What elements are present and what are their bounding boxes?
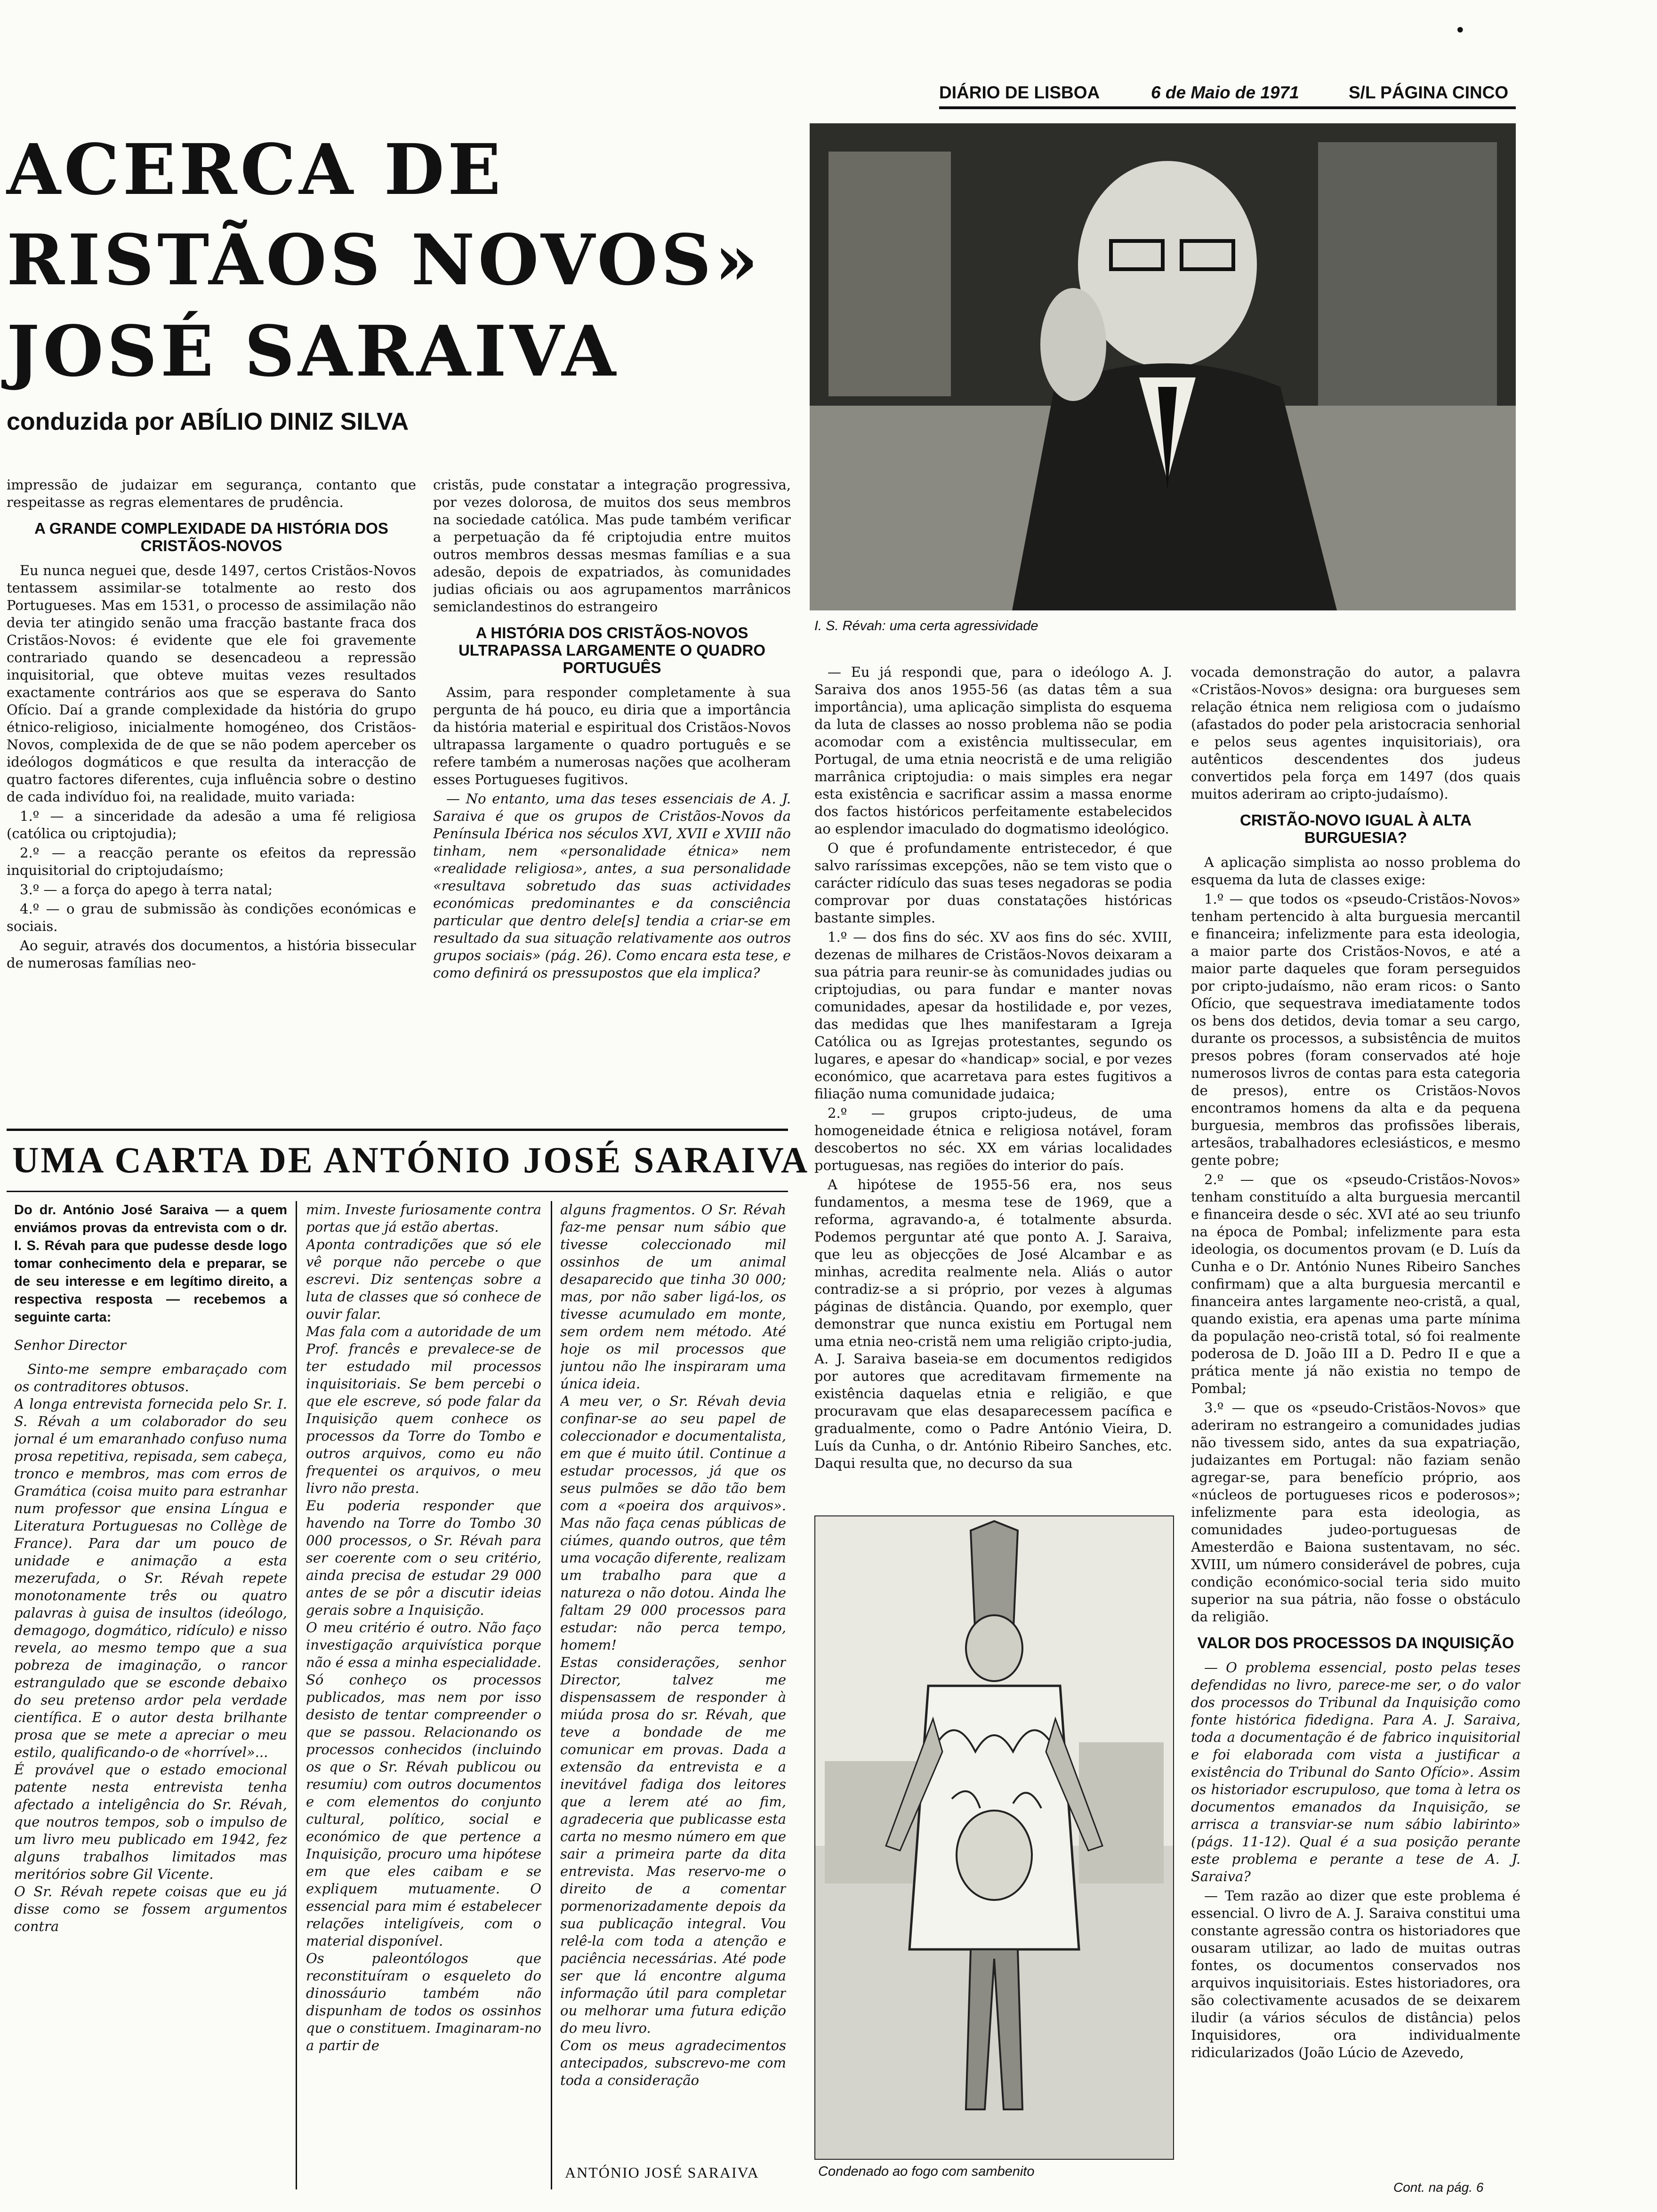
- col1-list-3: 3.º — a força do apego à terra natal;: [20, 882, 273, 898]
- subhead-inquisicao: VALOR DOS PROCESSOS DA INQUISIÇÃO: [1197, 1634, 1514, 1651]
- headline-line-2: RISTÃOS NOVOS»: [7, 219, 762, 301]
- carta-top-rule: [7, 1129, 788, 1131]
- col3-p3: 1.º — dos fins do séc. XV aos fins do séc. XVIII, dezenas de milhares de Cristãos-Novos deixaram a sua pátria para reunir-se às comunidades judias ou criptojudias, ou para fundar e manter novas comunidades, apesar da hostilidade e, por vezes, das medidas que lhes manifestaram a Igreja Católica ou as Igrejas protestantes, segundo os lugares, e apesar do «handicap» social, e por vezes económico, que acarretava para estes fugitivos a filiação numa comunidade judaica;: [814, 929, 1172, 1102]
- col1-paragraph: Eu nunca neguei que, desde 1497, certos Cristãos-Novos tentassem assimilar-se totalmente ao resto dos Portugueses. Mas em 1531, o processo de assimilação não devia ter atingido senão uma fracção bastante fraca dos Cristãos-Novos: é evidente que ele foi gravemente contrariado quando se desencadeou a repressão inquisitorial, que obteve muitas vezes resultados exactamente contrários aos que se esperava do Santo Ofício. Daí a grande complexidade da história do grupo étnico-religioso, inicialmente homogéneo, dos Cristãos-Novos, complexida de de que se não podem aperceber os ideólogos dogmáticos e que resulta da interacção de quatro factores diferentes, cuja influência sobre o destino de cada indivíduo foi, na realidade, muito variada:: [7, 562, 416, 805]
- headline-line-3: JOSÉ SARAIVA: [7, 310, 619, 392]
- byline: conduzida por ABÍLIO DINIZ SILVA: [7, 408, 409, 435]
- subhead-cristao-novo: CRISTÃO-NOVO IGUAL À ALTA BURGUESIA?: [1240, 811, 1472, 846]
- carta-column-3: [560, 1201, 786, 2156]
- col4-p5: 3.º — que os «pseudo-Cristãos-Novos» que aderiram no estrangeiro a comunidades judias não tivessem sido, antes da sua expatriação, judaizantes em Portugal: não faziam senão agregar-se, para benefício próprio, aos «núcleos de portugueses ricos e poderosos»; infelizmente para esta ideologia, as comunidades judeo-portuguesas de Amesterdão e Baiona sustentavam, no séc. XVIII, um número considerável de pobres, cuja condição económico-social teria sido muito superior na sua pátria, não fosse o obstáculo da religião.: [1191, 1400, 1520, 1625]
- col1-list-2: 2.º — a reacção perante os efeitos da repressão inquisitorial do criptojudaísmo;: [7, 845, 416, 878]
- col1-list-1: 1.º — a sinceridade da adesão a uma fé religiosa (católica ou criptojudia);: [7, 808, 416, 842]
- issue-date: 6 de Maio de 1971: [1151, 83, 1299, 102]
- col3-p5: A hipótese de 1955-56 era, nos seus fundamentos, a mesma tese de 1969, que a reforma, agravando-a, é totalmente absurda. Podemos perguntar até que ponto A. J. Saraiva, que leu as objecções de José Alcambar e as minhas, acredita realmente nela. Aliás o autor contradiz-se a si próprio, por vezes à algumas páginas de distância. Quando, por exemplo, quer demonstrar que nunca existiu em Portugal nem uma etnia neo-cristã nem uma religião cripto-judia, A. J. Saraiva baseia-se em documentos redigidos por autores que acreditavam firmemente na existência daquelas etnia e religião, e que procuravam que elas desaparecessem pacífica e gradualmente, como o Padre António Vieira, D. Luís da Cunha, o dr. António Ribeiro Sanches, etc. Daqui resulta que, no decurso da sua: [814, 1177, 1172, 1471]
- col4-p6: — Tem razão ao dizer que este problema é essencial. O livro de A. J. Saraiva constitui uma constante agressão contra os historiadores que ousaram utilizar, ao lado de muitas outras fontes, os documentos conservados nos arquivos inquisitoriais. Estes historiadores, ora são colectivamente acusados de se deixarem iludir (a vários séculos de distância) pelos Inquisidores, ora individualmente ridicularizados (João Lúcio de Azevedo,: [1191, 1888, 1520, 2060]
- col4-p3: 1.º — que todos os «pseudo-Cristãos-Novos» tenham pertencido à alta burguesia mercantil e financeira; infelizmente para esta ideologia, a maior parte dos Cristãos-Novos, e até a maior parte daqueles que foram perseguidos por cripto-judaísmo, não eram ricos: o Santo Ofício, que sequestrava imediatamente todos os bens dos detidos, devia tomar a seu cargo, durante os processos, a subsistência de muitos presos pobres (foram conservados até hoje numerosos livros de contas para esta categoria de presos), entre os Cristãos-Novos encontramos homens da alta e da pequena burguesia, membros das profissões liberais, artesãos, trabalhadores eclesiásticos, e mesmo gente pobre;: [1191, 891, 1520, 1168]
- corner-mark: •: [1455, 20, 1466, 41]
- col2-question: — No entanto, uma das teses essenciais de A. J. Saraiva é que os grupos de Cristãos-Novos da Península Ibérica nos séculos XVI, XVII e XVIII não tinham, nem «personalidade étnica» nem «realidade religiosa», antes, a sua personalidade «resultava sobretudo das suas actividades económicas predominantes e da consciência particular que dentro dele[s] tendia a criar-se em resultado da sua situação relativamente aos outros grupos sociais» (pág. 26). Como encara esta tese, e como definirá os pressupostos que ela implica?: [433, 791, 791, 981]
- photo-caption: I. S. Révah: uma certa agressividade: [814, 618, 1038, 633]
- page-section: S/L PÁGINA CINCO: [1349, 83, 1509, 102]
- col1-end: Ao seguir, através dos documentos, a história bissecular de numerosas famílias neo-: [7, 938, 416, 971]
- carta-title: UMA CARTA DE ANTÓNIO JOSÉ SARAIVA: [12, 1139, 810, 1180]
- col4-p2: A aplicação simplista ao nosso problema do esquema da luta de classes exige:: [1191, 854, 1520, 888]
- carta-divider-2: [551, 1201, 552, 2189]
- subhead-historia: A HISTÓRIA DOS CRISTÃOS-NOVOS ULTRAPASSA LARGAMENTE O QUADRO PORTUGUÊS: [458, 624, 766, 676]
- carta-body-1: Sinto-me sempre embaraçado com os contraditores obtusos. A longa entrevista fornecida pelo Sr. I. S. Révah a um colaborador do seu jornal é um emaranhado confuso numa prosa repetitiva, repisada, sem cabeça, tronco e membros, mas com erros de Gramática (coisa muito para estranhar num professor que ensina Língua e Literatura Portuguesas no Collège de France). Para dar um pouco de unidade e animação a esta mezerufada, o Sr. Révah repete monotonamente três ou quatro palavras à guisa de insultos (ideólogo, demagogo, dogmático, ridículo) e nisso revela, ao mesmo tempo que a sua pobreza de imaginação, o rancor estrangulado que se esconde debaixo do seu pretenso ardor pela verdade científica. E o autor desta brilhante prosa que se mete a apreciar o meu estilo, qualificando-o de «horrível»... É provável que o estado emocional patente nesta entrevista tenha afectado a inteligência do Sr. Révah, que noutros tempos, sob o impulso de um livro meu publicado em 1942, fez alguns trabalhos limitados mas meritórios sobre Gil Vicente. O Sr. Révah repete coisas que eu já disse como se fossem argumentos contra: [14, 1361, 287, 1934]
- carta-divider-1: [296, 1201, 297, 2189]
- col4-p1: vocada demonstração do autor, a palavra «Cristãos-Novos» designa: ora burgueses sem relação étnica nem religiosa com o judaísmo (afastados do poder pela aristocracia senhorial e pelos seus agentes inquisitoriais), ora autênticos descendentes dos judeus convertidos pela força em 1497 (dos quais muitos aderiram ao cripto-judaísmo).: [1191, 664, 1520, 802]
- interview-column-1: [7, 476, 416, 1065]
- carta-signature: ANTÓNIO JOSÉ SARAIVA: [565, 2164, 759, 2181]
- carta-title-rule: [7, 1191, 788, 1192]
- carta-body-2: mim. Investe furiosamente contra portas que já estão abertas. Aponta contradições que só ele vê porque não percebe o que escrevi. Diz sentenças sobre a luta de classes que só conhece de ouvir falar. Mas fala com a autoridade de um Prof. francês e prevalece-se de ter estudado mil processos inquisitoriais. Se bem percebi o que ele escreve, só pode falar da Inquisição quem conhece os processos da Torre do Tombo e outros arquivos, como eu não frequentei os arquivos, o meu livro não presta. Eu poderia responder que havendo na Torre do Tombo 30 000 processos, o Sr. Révah para ser coerente com o seu critério, ainda precisa de estudar 29 000 antes de se pôr a discutir ideias gerais sobre a Inquisição. O meu critério é outro. Não faço investigação arquivística porque não é essa a minha especialidade. Só conheço os processos publicados, mas nem por isso desisto de tentar compreender o que se passou. Relacionando os processos conhecidos (incluindo os que o Sr. Révah publicou ou resumiu) com outros documentos e com elementos do conjunto cultural, político, social e económico de que pertence a Inquisição, procuro uma hipótese em que eles caibam e se expliquem mutuamente. O essencial para mim é estabelecer relações inteligíveis, com o material disponível. Os paleontólogos que reconstituíram o esqueleto do dinossáurio também não dispunham de todos os ossinhos que o constituem. Imaginaram-no a partir de: [306, 1202, 541, 2053]
- subhead-complexidade: A GRANDE COMPLEXIDADE DA HISTÓRIA DOS CRISTÃOS-NOVOS: [34, 520, 388, 554]
- col3-p4: 2.º — grupos cripto-judeus, de uma homogeneidade étnica e religiosa notável, foram descobertos no séc. XX em várias localidades portuguesas, nas regiões do interior do país.: [814, 1105, 1172, 1173]
- interview-column-4: [1191, 664, 1520, 2179]
- engraving-caption: Condenado ao fogo com sambenito: [818, 2164, 1035, 2179]
- engraving-image: [814, 1515, 1174, 2160]
- interview-column-3: [814, 664, 1172, 1511]
- col3-p1: — Eu já respondi que, para o ideólogo A. J. Saraiva dos anos 1955-56 (as datas têm a sua importância), uma aplicação simplista do esquema da luta de classes ao nosso problema não se podia acomodar com a existência multissecular, em Portugal, de uma etnia neocristã e de uma religião marrânica criptojudia: o mais simples era negar esta existência e sacrificar assim a massa enorme dos factos históricos perfeitamente estabelecidos ao esplendor imaculado do dogmatismo ideológico.: [814, 664, 1172, 837]
- col2-paragraph: Assim, para responder completamente à sua pergunta de há pouco, eu diria que a importância da história material e espiritual dos Cristãos-Novos ultrapassa largamente o quadro português e se refere também a numerosas nações que acolheram esses Portugueses fugitivos.: [433, 684, 791, 787]
- continued-note: Cont. na pág. 6: [1393, 2180, 1484, 2195]
- col4-p4: 2.º — que os «pseudo-Cristãos-Novos» tenham constituído a alta burguesia mercantil e financeira desde o séc. XVI até ao seu triunfo na época de Pombal; infelizmente para esta ideologia, os documentos provam (e D. Luís da Cunha e o Dr. António Nunes Ribeiro Sanches confirmam) que a alta burguesia mercantil e financeira antes largamente neo-cristã, a qual, quando existia, era apenas uma parte mínima da população neo-cristã total, só foi realmente poderosa de D. João III a D. Pedro II e que a prática mente já não existia no tempo de Pombal;: [1191, 1171, 1520, 1396]
- paper-name: DIÁRIO DE LISBOA: [939, 83, 1100, 102]
- newspaper-header: [939, 79, 1516, 109]
- carta-column-1: [14, 1201, 287, 2199]
- carta-body-3: alguns fragmentos. O Sr. Révah faz-me pensar num sábio que tivesse coleccionado mil ossinhos de um animal desaparecido que tinha 30 000; mas, por não saber ligá-los, os tivesse acumulado em monte, sem ordem nem método. Até hoje os mil processos que juntou não lhe inspiraram uma única ideia. A meu ver, o Sr. Révah devia confinar-se ao seu papel de coleccionador e documentalista, em que é muito útil. Continue a estudar processos, já que os seus pulmões se dão tão bem com a «poeira dos arquivos». Mas não faça cenas públicas de ciúmes, quando outros, que têm uma vocação diferente, realizam um trabalho para que a natureza o não dotou. Ainda lhe faltam 29 000 processos para estudar: não perca tempo, homem! Estas considerações, senhor Director, talvez me dispensassem de responder à miúda prosa do sr. Révah, que teve a bondade de me comunicar em provas. Dada a extensão da entrevista e a inevitável fadiga dos leitores que a lerem até ao fim, agradeceria que publicasse esta carta no mesmo número em que sair a primeira parte da dita entrevista. Mas reservo-me o direito de a comentar pormenorizadamente depois da sua publicação integral. Vou relê-la com toda a atenção e paciência necessárias. Até pode ser que lá encontre alguma informação útil para completar ou melhorar uma futura edição do meu livro. Com os meus agradecimentos antecipados, subscrevo-me com toda a consideração: [560, 1202, 786, 2088]
- col1-list-4: 4.º — o grau de submissão às condições económicas e sociais.: [7, 901, 416, 934]
- portrait-photo: [810, 123, 1516, 610]
- carta-column-2: [306, 1201, 541, 2199]
- col1-top: impressão de judaizar em segurança, contanto que respeitasse as regras elementares de prudência.: [7, 477, 416, 510]
- col3-p2: O que é profundamente entristecedor, é que salvo raríssimas excepções, não se tem visto que o carácter ridículo das suas teses negadoras se podia comprovar por duas constatações históricas bastante simples.: [814, 840, 1172, 926]
- col2-top: cristãs, pude constatar a integração progressiva, por vezes dolorosa, de muitos dos seus membros na sociedade católica. Mas pude também verificar a perpetuação da fé criptojudia entre muitos outros membros dessas mesmas famílias e a sua adesão, depois de expatriados, às comunidades judias oficiais ou aos agrupamentos marrânicos semiclandestinos do estrangeiro: [433, 477, 791, 615]
- carta-intro: Do dr. António José Saraiva — a quem enviámos provas da entrevista com o dr. I. S. Révah para que pudesse desde logo tomar conhecimento dela e preparar, se de seu interesse e em legítimo direito, a respectiva resposta — recebemos a seguinte carta:: [14, 1202, 287, 1325]
- carta-salutation: Senhor Director: [14, 1337, 126, 1353]
- headline-line-1: ACERCA DE: [7, 128, 504, 210]
- col4-question: — O problema essencial, posto pelas teses defendidas no livro, parece-me ser, o do valor dos processos do Tribunal da Inquisição como fonte histórica fidedigna. Para A. J. Saraiva, toda a documentação é de fabrico inquisitorial e foi elaborada com vista a justificar a existência do Tribunal do Santo Ofício». Assim os historiador escrupuloso, que toma à letra os documentos emanados da Inquisição, se arrisca a transviar-se num sábio labirinto» (págs. 11-12). Qual é a sua posição perante este problema e perante a tese de A. J. Saraiva?: [1191, 1659, 1520, 1884]
- interview-column-2: [433, 476, 791, 1065]
